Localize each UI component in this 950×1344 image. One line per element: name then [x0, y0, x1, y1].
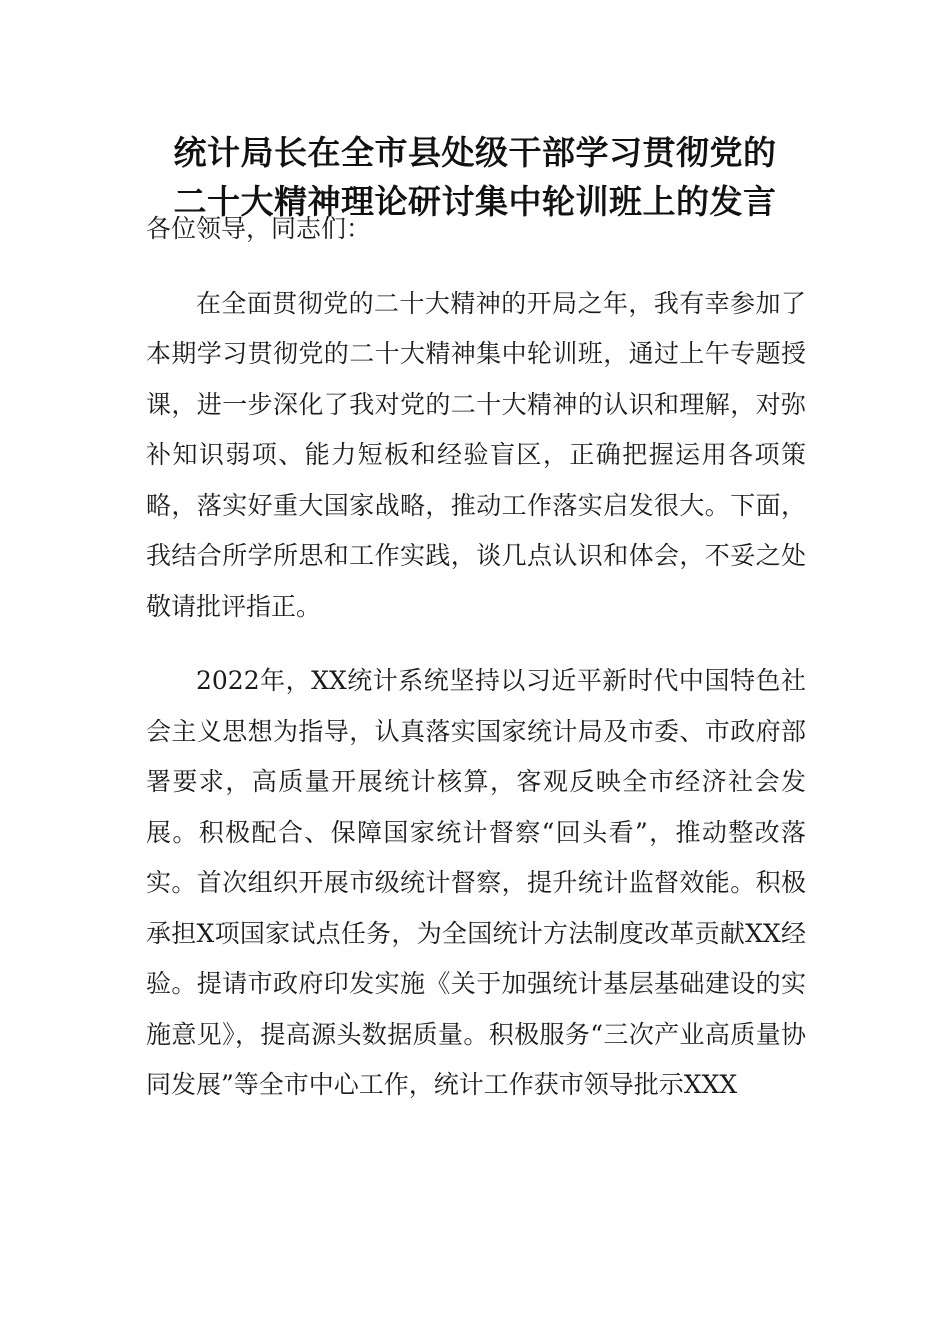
- salutation: 各位领导，同志们：: [146, 214, 372, 243]
- paragraph-1: 在全面贯彻党的二十大精神的开局之年，我有幸参加了本期学习贯彻党的二十大精神集中轮训班，通过上午专题授课，进一步深化了我对党的二十大精神的认识和理解，对弥补知识弱项、能力短板和经验盲区，正确把握运用各项策略，落实好重大国家战略，推动工作落实启发很大。下面，我结合所学所思和工作实践，谈几点认识和体会，不妥之处敬请批评指正。: [146, 288, 806, 621]
- title-line-2: 二十大精神理论研讨集中轮训班上的发言: [173, 182, 777, 221]
- title-line-1: 统计局长在全市县处级干部学习贯彻党的: [173, 133, 777, 172]
- document-body: [146, 204, 806, 1111]
- paragraph-2: 2022年，XX统计系统坚持以习近平新时代中国特色社会主义思想为指导，认真落实国家统计局及市委、市政府部署要求，高质量开展统计核算，客观反映全市经济社会发展。积极配合、保障国家统计督察“回头看”，推动整改落实。首次组织开展市级统计督察，提升统计监督效能。积极承担X项国家试点任务，为全国统计方法制度改革贡献XX经验。提请市政府印发实施《关于加强统计基层基础建设的实施意见》，提高源头数据质量。积极服务“三次产业高质量协同发展”等全市中心工作，统计工作获市领导批示XXX: [146, 666, 806, 1099]
